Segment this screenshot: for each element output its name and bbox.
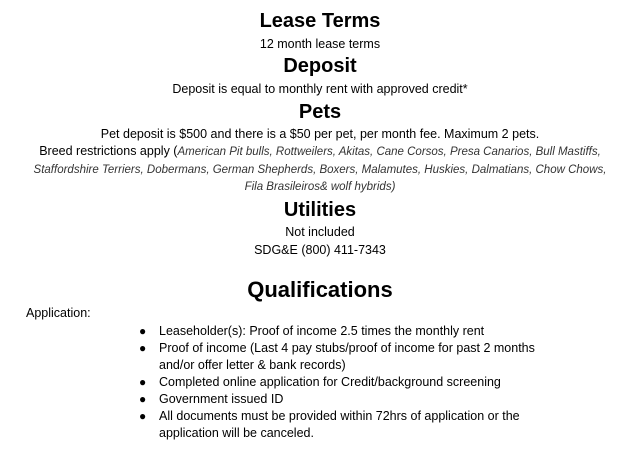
list-item	[0, 408, 559, 442]
bullet-icon: ●	[139, 392, 147, 406]
list-item-text: Government issued ID	[159, 392, 284, 406]
utilities-phone: SDG&E (800) 411-7343	[254, 243, 386, 257]
bullet-icon: ●	[139, 409, 147, 423]
pets-heading: Pets	[298, 101, 342, 123]
lease-terms-text: 12 month lease terms	[259, 37, 381, 51]
list-item-text: All documents must be provided within 72hrs of application or the application will be canceled.	[159, 409, 520, 440]
deposit-heading: Deposit	[283, 55, 357, 77]
bullet-icon: ●	[139, 324, 147, 338]
list-item	[0, 323, 559, 340]
deposit-text: Deposit is equal to monthly rent with approved credit*	[172, 82, 468, 96]
bullet-icon: ●	[139, 341, 147, 355]
list-item	[0, 374, 559, 391]
list-item	[0, 340, 559, 374]
requirements-list	[0, 323, 640, 442]
utilities-heading: Utilities	[283, 199, 357, 221]
list-item-text: Completed online application for Credit/background screening	[159, 375, 501, 389]
list-item-text: Leaseholder(s): Proof of income 2.5 times the monthly rent	[159, 324, 485, 338]
application-label: Application:	[26, 306, 91, 320]
utilities-not-included: Not included	[285, 225, 355, 239]
list-item-text: Proof of income (Last 4 pay stubs/proof of income for past 2 months and/or offer letter & bank records)	[159, 341, 535, 372]
qualifications-heading: Qualifications	[247, 277, 393, 302]
breed-restrictions	[30, 143, 610, 196]
list-item	[0, 391, 559, 408]
pets-fee-text: Pet deposit is $500 and there is a $50 per pet, per month fee. Maximum 2 pets.	[100, 127, 540, 141]
lease-terms-heading: Lease Terms	[259, 10, 381, 32]
bullet-icon: ●	[139, 375, 147, 389]
breed-restrictions-prefix: Breed restrictions apply (	[39, 144, 178, 158]
breed-restrictions-list: American Pit bulls, Rottweilers, Akitas, Cane Corsos, Presa Canarios, Bull Mastiffs, Staffordshire Terriers, Dobermans, German Shepherds, Boxers, Malamutes, Huskies, Dalmatians, Chow Chows, Fila Brasileiros& wolf hybrids)	[33, 146, 607, 193]
